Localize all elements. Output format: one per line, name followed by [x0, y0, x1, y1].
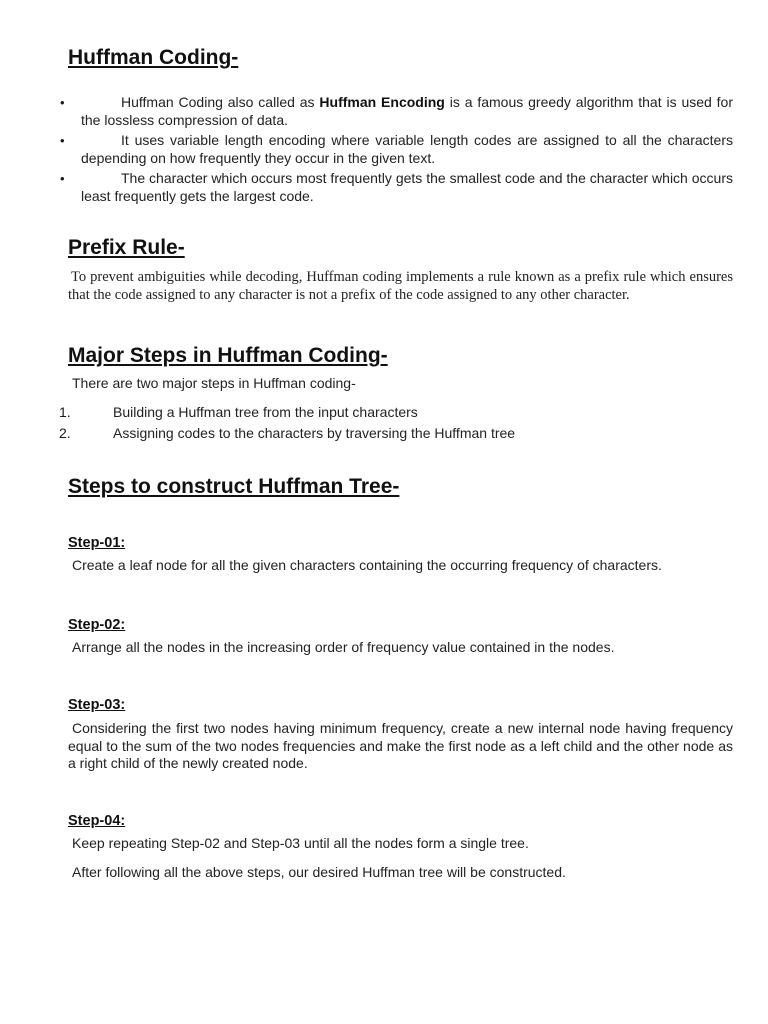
heading-major-steps: Major Steps in Huffman Coding-: [68, 344, 388, 367]
bullet-icon: •: [60, 171, 65, 186]
step-04-text: Keep repeating Step-02 and Step-03 until all the nodes form a single tree.: [72, 835, 529, 851]
huffman-bullet-list: [0, 94, 768, 208]
bullet-icon: •: [60, 95, 65, 110]
bullet-icon: •: [60, 133, 65, 148]
step-03-text: Considering the first two nodes having minimum frequency, create a new internal node having frequency equal to the sum of the two nodes frequencies and make the first node as a left child and the other node as a right child of the newly created node.: [68, 720, 733, 771]
bullet-1-text-start: Huffman Coding also called as: [121, 94, 320, 110]
step-04-title: Step-04:: [68, 813, 126, 829]
major-step-1-text: Building a Huffman tree from the input characters: [113, 404, 418, 420]
major-step-2-text: Assigning codes to the characters by traversing the Huffman tree: [113, 425, 516, 441]
bullet-3-text: The character which occurs most frequently gets the smallest code and the character which occurs least frequently gets the largest code.: [81, 170, 733, 204]
step-02-title: Step-02:: [68, 617, 126, 633]
step-01-title: Step-01:: [68, 535, 126, 551]
bullet-1-bold-term: Huffman Encoding: [319, 94, 445, 110]
step-03-title: Step-03:: [68, 697, 126, 713]
prefix-rule-paragraph: To prevent ambiguities while decoding, Huffman coding implements a rule known as a prefix rule which ensures that the code assigned to any character is not a prefix of the code assigned to any other character.: [68, 269, 733, 303]
step-02-text: Arrange all the nodes in the increasing order of frequency value contained in the nodes.: [72, 639, 615, 655]
list-number: 1.: [59, 404, 71, 420]
bullet-1-text-end: is a famous greedy algorithm that is used for the lossless compression of data.: [81, 94, 734, 128]
heading-construct-tree: Steps to construct Huffman Tree-: [68, 475, 400, 498]
list-item: [0, 170, 768, 205]
step-01-text: Create a leaf node for all the given characters containing the occurring frequency of characters.: [72, 557, 662, 573]
list-item: [0, 132, 768, 167]
closing-paragraph: After following all the above steps, our desired Huffman tree will be constructed.: [72, 864, 566, 880]
list-item: [0, 94, 768, 129]
major-steps-intro: There are two major steps in Huffman coding-: [72, 375, 356, 391]
heading-huffman-coding: Huffman Coding-: [68, 46, 239, 69]
bullet-2-text: It uses variable length encoding where variable length codes are assigned to all the characters depending on how frequently they occur in the given text.: [81, 132, 733, 166]
heading-prefix-rule: Prefix Rule-: [68, 236, 185, 259]
list-number: 2.: [59, 425, 71, 441]
